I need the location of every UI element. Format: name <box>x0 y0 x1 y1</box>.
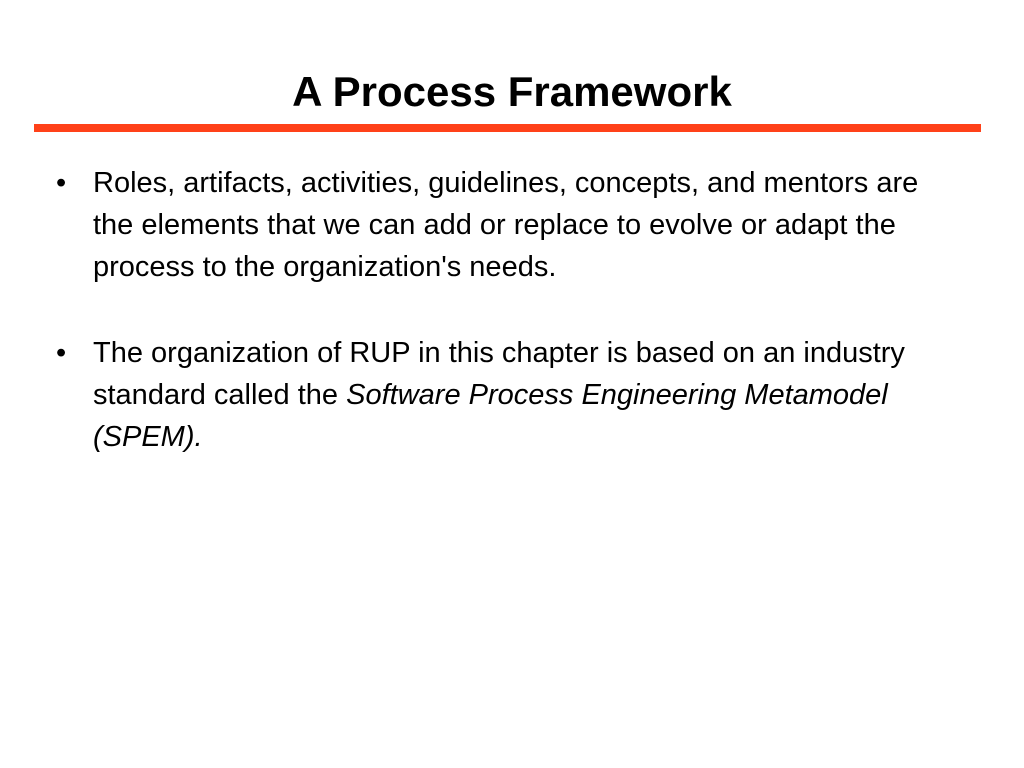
bullet-text: Roles, artifacts, activities, guidelines, concepts, and mentors are the elements that we can add or replace to evolve or adapt the process to the organization's needs. <box>93 167 919 283</box>
bullet-mark: • <box>56 337 67 369</box>
bullet-text <box>93 337 905 453</box>
bullet-list <box>56 162 956 502</box>
bullet-item <box>56 162 956 288</box>
bullet-text-plain: The organization of RUP in this chapter is based on an industry standard called the <box>93 337 905 411</box>
title-underline <box>34 124 981 132</box>
bullet-item <box>56 332 956 458</box>
bullet-text-italic: Software Process Engineering Metamodel (SPEM). <box>93 379 888 453</box>
slide-title: A Process Framework <box>292 68 732 115</box>
bullet-mark: • <box>56 167 67 199</box>
